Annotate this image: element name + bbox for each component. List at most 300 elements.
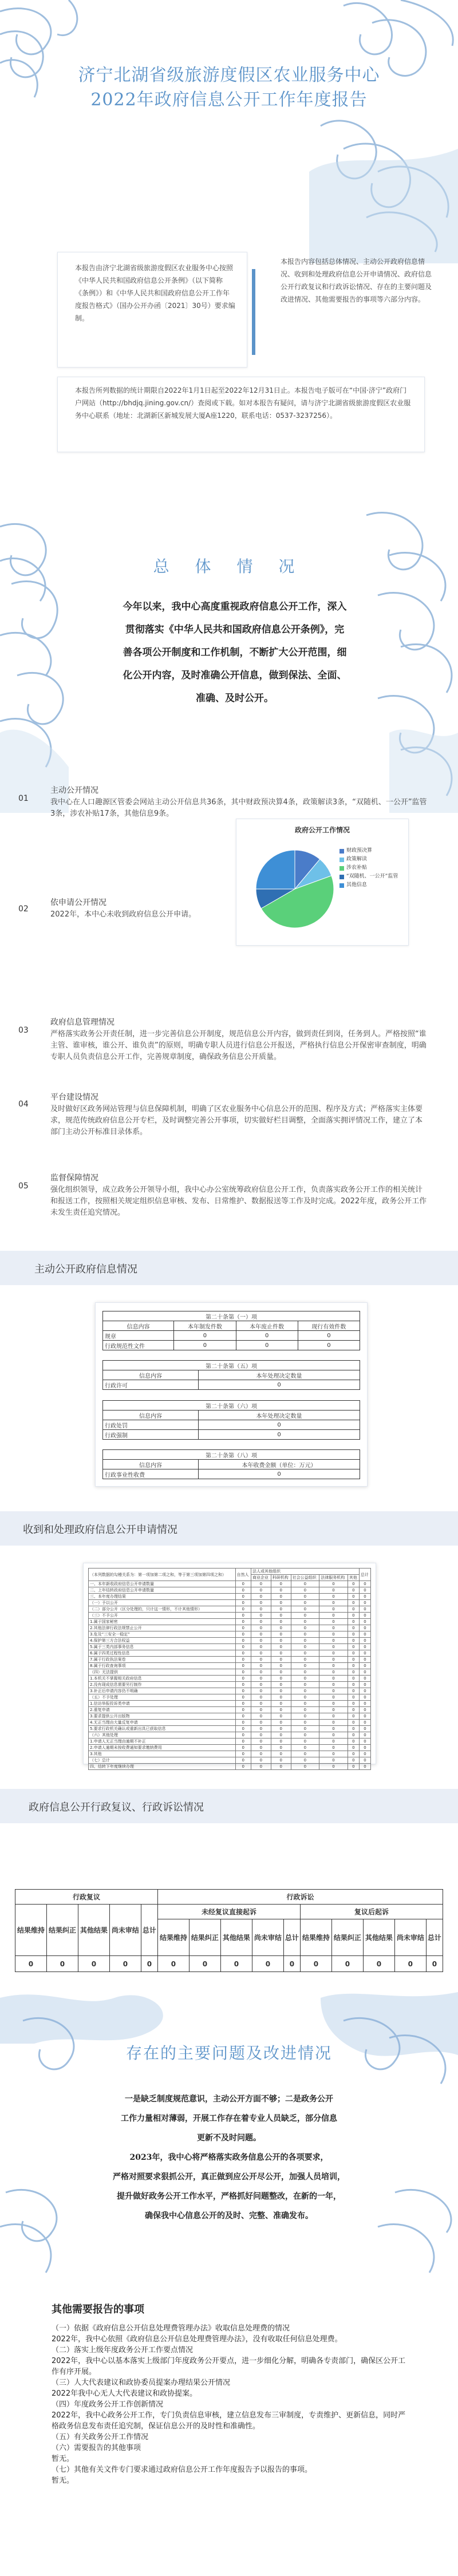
table-cell: 0 (291, 1594, 319, 1600)
other-item: 2022年我中心无人大代表建议和政协提案。 (52, 2389, 198, 2398)
other-item: （二）落实上级年度政务公开工作要点情况 (52, 2346, 194, 2354)
table-row (89, 1631, 371, 1638)
table-cell: 0 (359, 1669, 370, 1676)
table-cell: 0 (271, 1669, 291, 1676)
section-title: 平台建设情况 (50, 1093, 98, 1102)
table-cell: 0 (271, 1751, 291, 1757)
table-cell: 0 (235, 1713, 251, 1720)
table-row (89, 1688, 371, 1694)
table-cell: 0 (348, 1707, 359, 1713)
intro-divider (252, 269, 255, 355)
table-cell: 0 (271, 1619, 291, 1625)
table-cell: 0 (348, 1631, 359, 1638)
applications-table (88, 1568, 371, 1770)
table-cell: 0 (359, 1757, 370, 1764)
table-header: 未经复议直接起诉 (157, 1905, 300, 1919)
table-cell: 0 (319, 1669, 348, 1676)
table-cell: 0 (235, 1688, 251, 1694)
table-row (89, 1732, 371, 1739)
table-cell: 0 (291, 1694, 319, 1701)
overview-line: 准确、及时公开。 (196, 693, 274, 704)
table-header: 复议后起诉 (300, 1905, 443, 1919)
table-row-label: 1.信访举报投诉类申请 (89, 1701, 236, 1707)
problems-title: 存在的主要问题及改进情况 (125, 2044, 332, 2063)
table-cell: 行政事业性收费 (103, 1469, 199, 1479)
table-cell: 0 (331, 1956, 363, 1972)
table-row-label: 2.重复申请 (89, 1707, 236, 1713)
table-cell: 0 (291, 1757, 319, 1764)
table-cell: 0 (319, 1707, 348, 1713)
table-row-label: 2.其他法律行政法规禁止公开 (89, 1625, 236, 1631)
table-cell: 0 (359, 1594, 370, 1600)
table-cell: 0 (15, 1956, 47, 1972)
table-cell: 0 (271, 1676, 291, 1682)
table-cell: 0 (319, 1676, 348, 1682)
table-cell: 0 (319, 1726, 348, 1732)
table-row (89, 1600, 371, 1606)
table-cell: 0 (359, 1694, 370, 1701)
table-cell: 0 (271, 1707, 291, 1713)
table-cell: 0 (251, 1726, 271, 1732)
table-row (89, 1613, 371, 1619)
overview-line: 化公开内容，及时准确公开信息，做到保法、全面、 (123, 670, 347, 681)
intro-box-left (57, 252, 247, 368)
pie-legend-item (339, 855, 407, 864)
other-list (52, 2323, 406, 2486)
table-cell: 0 (271, 1694, 291, 1701)
table-cell: 0 (359, 1713, 370, 1720)
table-cell: 0 (235, 1619, 251, 1625)
table-cell: 0 (271, 1726, 291, 1732)
other-title: 其他需要报告的事项 (52, 2304, 144, 2316)
table-cell: 0 (251, 1669, 271, 1676)
table-header: 信息内容 (103, 1321, 174, 1331)
table-cell: 0 (319, 1606, 348, 1613)
table-cell: 0 (251, 1751, 271, 1757)
legend-label: 财政预决算 (346, 848, 373, 854)
table-cell: 0 (359, 1745, 370, 1751)
table-header: 其他结果 (78, 1905, 109, 1956)
problems-line: 严格对照要求狠抓公开，真正做到应公开尽公开，加强人员培训， (113, 2172, 345, 2182)
table-cell: 0 (251, 1720, 271, 1726)
section-title: 依申请公开情况 (50, 898, 106, 907)
table-row (89, 1739, 371, 1745)
legend-swatch (339, 858, 344, 862)
table-cell: 0 (319, 1688, 348, 1694)
table-cell: 0 (319, 1613, 348, 1619)
table-header: 商业企业 (251, 1575, 271, 1581)
table-row-label: （四）无法提供 (89, 1669, 236, 1676)
table-cell: 0 (363, 1956, 394, 1972)
table-cell: 0 (319, 1594, 348, 1600)
table-cell: 0 (251, 1638, 271, 1644)
table-cell: 0 (271, 1600, 291, 1606)
table-header: 本年废止件数 (236, 1321, 298, 1331)
table-cell: 0 (291, 1720, 319, 1726)
table-cell: 0 (319, 1650, 348, 1657)
table-cell: 0 (291, 1619, 319, 1625)
table-header: 其他 (348, 1575, 359, 1581)
table-header: 本年收费金额（单位：万元） (199, 1460, 360, 1469)
table-cell: 0 (319, 1694, 348, 1701)
table-cell: 0 (271, 1720, 291, 1726)
table-row-label: 二、上年结转政府信息公开申请数量 (89, 1587, 236, 1594)
table-cell: 0 (319, 1663, 348, 1669)
problems-line: 更新不及时问题。 (197, 2134, 261, 2143)
table-cell: 0 (359, 1676, 370, 1682)
table-header: 结果纠正 (331, 1919, 363, 1956)
table-cell: 0 (251, 1701, 271, 1707)
problems-line: 提升做好政务公开工作水平，严格抓好问题整改，在新的一年， (117, 2192, 341, 2201)
table-cell: 0 (235, 1701, 251, 1707)
table-cell: 0 (291, 1764, 319, 1770)
table-cell: 0 (348, 1663, 359, 1669)
problems-line: 2023年，我中心将严格落实政务信息公开的各项要求， (129, 2153, 329, 2162)
table-cell: 0 (348, 1720, 359, 1726)
table-cell: 0 (271, 1688, 291, 1694)
table-row (89, 1676, 371, 1682)
table-cell: 0 (348, 1625, 359, 1631)
table-header: 自然人 (235, 1568, 251, 1581)
table-header: 总计 (283, 1919, 300, 1956)
table-cell: 0 (157, 1956, 189, 1972)
table-cell: 0 (251, 1657, 271, 1663)
table-cell: 0 (271, 1644, 291, 1650)
table-cell: 0 (271, 1631, 291, 1638)
table-cell: 0 (291, 1613, 319, 1619)
table-cell: 0 (359, 1625, 370, 1631)
table-license (102, 1360, 360, 1390)
table-cell: 0 (291, 1581, 319, 1587)
overview-body (100, 595, 369, 710)
table-cell: 0 (235, 1694, 251, 1701)
table-cell: 行政规范性文件 (103, 1341, 174, 1350)
table-cell: 0 (109, 1956, 141, 1972)
table-row (89, 1581, 371, 1587)
other-item: 暂无。 (52, 2476, 74, 2485)
table-cell: 0 (235, 1726, 251, 1732)
table-cell: 0 (236, 1341, 298, 1350)
table-row (15, 1956, 443, 1972)
table-cell: 0 (319, 1739, 348, 1745)
table-cell: 0 (78, 1956, 109, 1972)
other-item: （三）人大代表建议和政协委员提案办理结果公开情况 (52, 2379, 231, 2387)
table-cell: 0 (298, 1341, 360, 1350)
table-header: 结果纠正 (46, 1905, 78, 1956)
table-cell: 0 (348, 1644, 359, 1650)
table-cell: 0 (348, 1587, 359, 1594)
table-cell: 0 (236, 1331, 298, 1341)
table-cell: 0 (348, 1694, 359, 1701)
table-fees (102, 1449, 360, 1479)
other-item: （五）有关政务公开工作情况 (52, 2433, 149, 2441)
table-cell: 0 (291, 1638, 319, 1644)
table-cell: 0 (235, 1676, 251, 1682)
table-cell: 0 (235, 1745, 251, 1751)
table-cell: 0 (291, 1688, 319, 1694)
table-cell: 0 (348, 1739, 359, 1745)
table-cell: 0 (271, 1745, 291, 1751)
table-cell: 0 (271, 1732, 291, 1739)
table-cell: 0 (359, 1663, 370, 1669)
table-cell: 0 (291, 1644, 319, 1650)
table-cell: 0 (291, 1676, 319, 1682)
pie-legend-item (339, 864, 407, 872)
table-cell: 0 (359, 1726, 370, 1732)
table-header: 总计 (359, 1568, 370, 1581)
table-cell: 行政许可 (103, 1380, 199, 1390)
table-row-label: 四、结转下年度继续办理 (89, 1764, 236, 1770)
table-cell: 0 (271, 1650, 291, 1657)
table-row (89, 1619, 371, 1625)
table-cell: 规章 (103, 1331, 174, 1341)
table-header: （本列数据的勾稽关系为：第一项加第二项之和，等于第三项加第四项之和） (89, 1568, 236, 1581)
table-row (89, 1650, 371, 1657)
table-row (89, 1745, 371, 1751)
table-row-label: 三、本年度办理结果 (89, 1594, 236, 1600)
table-cell: 0 (319, 1619, 348, 1625)
table-header: 总计 (141, 1905, 157, 1956)
table-cell: 0 (251, 1732, 271, 1739)
table-cell: 0 (348, 1726, 359, 1732)
problems-line: 一是缺乏制度规范意识，主动公开方面不够；二是政务公开 (125, 2095, 333, 2104)
table-header: 行政诉讼 (157, 1890, 443, 1905)
table-row (89, 1694, 371, 1701)
table-cell: 0 (235, 1613, 251, 1619)
table-cell: 0 (271, 1757, 291, 1764)
pie-legend-item (339, 881, 407, 890)
table-cell: 0 (348, 1764, 359, 1770)
table-cell: 0 (291, 1657, 319, 1663)
table-cell: 0 (291, 1625, 319, 1631)
table-row-label: 8.属于行政查询事项 (89, 1663, 236, 1669)
table-cell: 0 (348, 1619, 359, 1625)
table-cell: 0 (319, 1757, 348, 1764)
other-item: 2022年，我中心政务公开工作，专门负责信息审核，建立信息发布三审制度，专责维护、更新信息，同时严格政务信息发布责任追究制，保证信息公开的及时性和准确性。 (52, 2411, 406, 2431)
table-cell: 0 (291, 1732, 319, 1739)
table-cell: 0 (235, 1581, 251, 1587)
table-row-label: 3.危及“三安全一稳定” (89, 1631, 236, 1638)
table-cell: 0 (291, 1650, 319, 1657)
table-header: 现行有效件数 (298, 1321, 360, 1331)
table-row (89, 1720, 371, 1726)
pie-legend-item (339, 872, 407, 881)
table-header: 科研机构 (271, 1575, 291, 1581)
band-active-disclosure (0, 1251, 458, 1285)
table-cell: 0 (359, 1581, 370, 1587)
table-cell: 0 (189, 1956, 220, 1972)
table-cell: 0 (235, 1631, 251, 1638)
legend-label: 政策解读 (346, 856, 368, 862)
table-row-label: （一）予以公开 (89, 1600, 236, 1606)
table-row (89, 1713, 371, 1720)
pie-legend (339, 847, 407, 890)
table-header: 尚未审结 (252, 1919, 283, 1956)
table-cell: 0 (348, 1676, 359, 1682)
table-cell: 0 (251, 1764, 271, 1770)
table-cell: 0 (252, 1956, 283, 1972)
table-row-label: 2.申请人逾期未按收费通知要求缴纳费用 (89, 1745, 236, 1751)
table-cell: 0 (271, 1739, 291, 1745)
table-cell: 0 (359, 1764, 370, 1770)
table-cell: 0 (251, 1739, 271, 1745)
table-cell: 0 (359, 1650, 370, 1657)
table-header: 本年处理决定数量 (199, 1411, 360, 1420)
table-header: 尚未审结 (109, 1905, 141, 1956)
table-cell: 行政处罚 (103, 1420, 199, 1430)
table-row (89, 1663, 371, 1669)
table-cell: 0 (359, 1613, 370, 1619)
table-cell: 0 (271, 1638, 291, 1644)
table-cell: 0 (220, 1956, 252, 1972)
header-wave-decoration (0, 0, 458, 263)
table-cell: 0 (291, 1606, 319, 1613)
table-cell: 0 (348, 1657, 359, 1663)
table-cell: 0 (319, 1764, 348, 1770)
table-header: 其他结果 (220, 1919, 252, 1956)
table-header: 总计 (426, 1919, 443, 1956)
table-cell: 行政强制 (103, 1430, 199, 1440)
table-cell: 0 (291, 1631, 319, 1638)
table-header: 本年处理决定数量 (199, 1370, 360, 1380)
table-cell: 0 (235, 1606, 251, 1613)
table-cell: 0 (235, 1600, 251, 1606)
legend-swatch (339, 849, 344, 854)
table-row-label: （六）其他处理 (89, 1732, 236, 1739)
table-cell: 0 (319, 1581, 348, 1587)
table-cell: 0 (319, 1638, 348, 1644)
table-row-label: （七）总计 (89, 1757, 236, 1764)
table-cell: 0 (298, 1331, 360, 1341)
table-row-label: 1.本机关不掌握相关政府信息 (89, 1676, 236, 1682)
table-header: 结果维持 (15, 1905, 47, 1956)
section-number: 02 (18, 904, 29, 914)
table-cell: 0 (199, 1469, 360, 1479)
section-number: 05 (18, 1182, 29, 1191)
legend-label: 涉农补贴 (346, 865, 368, 871)
table-penalty (102, 1400, 360, 1440)
table-cell: 0 (235, 1657, 251, 1663)
section-number: 04 (18, 1100, 29, 1109)
section-body: 我中心在人口趣源区管委会网站主动公开信息共36条，其中财政预决算4条，政策解读3条，“双随机、一公开”监管3条，涉农补贴17条，其他信息9条。 (50, 798, 427, 818)
table-cell: 0 (271, 1613, 291, 1619)
table-cell: 0 (348, 1757, 359, 1764)
table-row-label: 5.要求行政机关确认或重新出具已获取信息 (89, 1726, 236, 1732)
table-cell: 0 (174, 1331, 236, 1341)
table-cell: 0 (348, 1745, 359, 1751)
table-cell: 0 (359, 1631, 370, 1638)
table-cell: 0 (359, 1600, 370, 1606)
table-cell: 0 (319, 1657, 348, 1663)
pie-chart (243, 842, 346, 939)
table-cell: 0 (251, 1581, 271, 1587)
table-cell: 0 (319, 1701, 348, 1707)
table-cell: 0 (291, 1745, 319, 1751)
other-item: （六）需要报告的其他事项 (52, 2444, 141, 2452)
problems-line: 确保我中心信息公开的及时、完整、准确发布。 (145, 2211, 313, 2221)
table-header: 行政复议 (15, 1890, 158, 1905)
table-cell: 0 (251, 1619, 271, 1625)
table-cell: 0 (251, 1606, 271, 1613)
table-cell: 0 (348, 1581, 359, 1587)
table-row-label: 3.补正后申请内容仍不明确 (89, 1688, 236, 1694)
band-review (0, 1789, 458, 1823)
table-cell: 0 (271, 1663, 291, 1669)
table-cell: 0 (271, 1594, 291, 1600)
table-cell: 0 (291, 1600, 319, 1606)
applications-card (83, 1563, 376, 1769)
table-row-label: 3.要求提供公开出版物 (89, 1713, 236, 1720)
table-row (89, 1726, 371, 1732)
table-caption: 第二十条第（一）项 (103, 1311, 360, 1321)
table-header: 社会公益组织 (291, 1575, 319, 1581)
legend-swatch (339, 883, 344, 888)
table-row (89, 1625, 371, 1631)
table-caption: 第二十条第（六）项 (103, 1401, 360, 1411)
table-row (89, 1638, 371, 1644)
table-cell: 0 (283, 1956, 300, 1972)
table-row (89, 1751, 371, 1757)
table-cell: 0 (251, 1594, 271, 1600)
table-cell: 0 (271, 1682, 291, 1688)
overview-title: 总 体 情 况 (153, 557, 305, 576)
table-cell: 0 (235, 1663, 251, 1669)
table-row (89, 1757, 371, 1764)
table-cell: 0 (359, 1587, 370, 1594)
table-cell: 0 (271, 1587, 291, 1594)
band-title: 政府信息公开行政复议、行政诉讼情况 (29, 1801, 204, 1814)
table-row (89, 1707, 371, 1713)
table-cell: 0 (291, 1751, 319, 1757)
table-cell: 0 (235, 1638, 251, 1644)
table-cell: 0 (319, 1625, 348, 1631)
table-header: 尚未审结 (394, 1919, 426, 1956)
table-row-label: 1.属于国家秘密 (89, 1619, 236, 1625)
table-cell: 0 (251, 1644, 271, 1650)
table-cell: 0 (251, 1694, 271, 1701)
table-cell: 0 (348, 1600, 359, 1606)
pie-chart-title: 政府公开工作情况 (294, 826, 350, 834)
table-cell: 0 (319, 1751, 348, 1757)
other-item: （四）年度政务公开工作创新情况 (52, 2400, 164, 2409)
table-cell: 0 (291, 1587, 319, 1594)
report-title-line1: 济宁北湖省级旅游度假区农业服务中心 (78, 65, 380, 85)
table-cell: 0 (235, 1751, 251, 1757)
band-title: 收到和处理政府信息公开申请情况 (23, 1524, 177, 1536)
table-header: 结果维持 (157, 1919, 189, 1956)
table-row-label: （五）不予处理 (89, 1694, 236, 1701)
section-body: 2022年，本中心未收到政府信息公开申请。 (50, 910, 196, 919)
table-row-label: 4.保护第三方合法权益 (89, 1638, 236, 1644)
table-cell: 0 (199, 1420, 360, 1430)
legend-swatch (339, 866, 344, 871)
table-cell: 0 (348, 1688, 359, 1694)
table-cell: 0 (271, 1701, 291, 1707)
legend-label: 其他信息 (346, 882, 368, 888)
section-body: 强化组织领导，成立政务公开领导小组，我中心办公室统筹政府信息公开工作，负责落实政务公开工作的相关统计和报送工作，按照相关规定组织信息审核、发布、日常维护、数据报送等工作及时完成。2022年度，政务公开工作未发生责任追究情况。 (50, 1186, 427, 1217)
table-header: 其他结果 (363, 1919, 394, 1956)
table-cell: 0 (235, 1594, 251, 1600)
table-row-label: 6.属于四类过程性信息 (89, 1650, 236, 1657)
section-body: 严格落实政务公开责任制，进一步完善信息公开制度，规范信息公开内容，做到责任到岗，任务到人。严格按照“谁主管、谁审核，谁公开、谁负责”的原则，明确专职人员进行信息公开报送，严格执行信息公开保密审查制度，明确专职人员负责信息公开工作，完善规章制度，确保政务信息公开质量。 (50, 1030, 427, 1061)
section-title: 政府信息管理情况 (50, 1018, 114, 1027)
table-row-label: （二）部分公开（区分处理的，只计这一情形，不计其他情形） (89, 1606, 236, 1613)
overview-line: 善各项公开制度和工作机制，不断扩大公开范围，细 (123, 647, 347, 658)
table-header: 结果维持 (300, 1919, 331, 1956)
table-cell: 0 (359, 1682, 370, 1688)
report-title-line2: 2022年政府信息公开工作年度报告 (90, 90, 368, 110)
table-header: 信息内容 (103, 1370, 199, 1380)
